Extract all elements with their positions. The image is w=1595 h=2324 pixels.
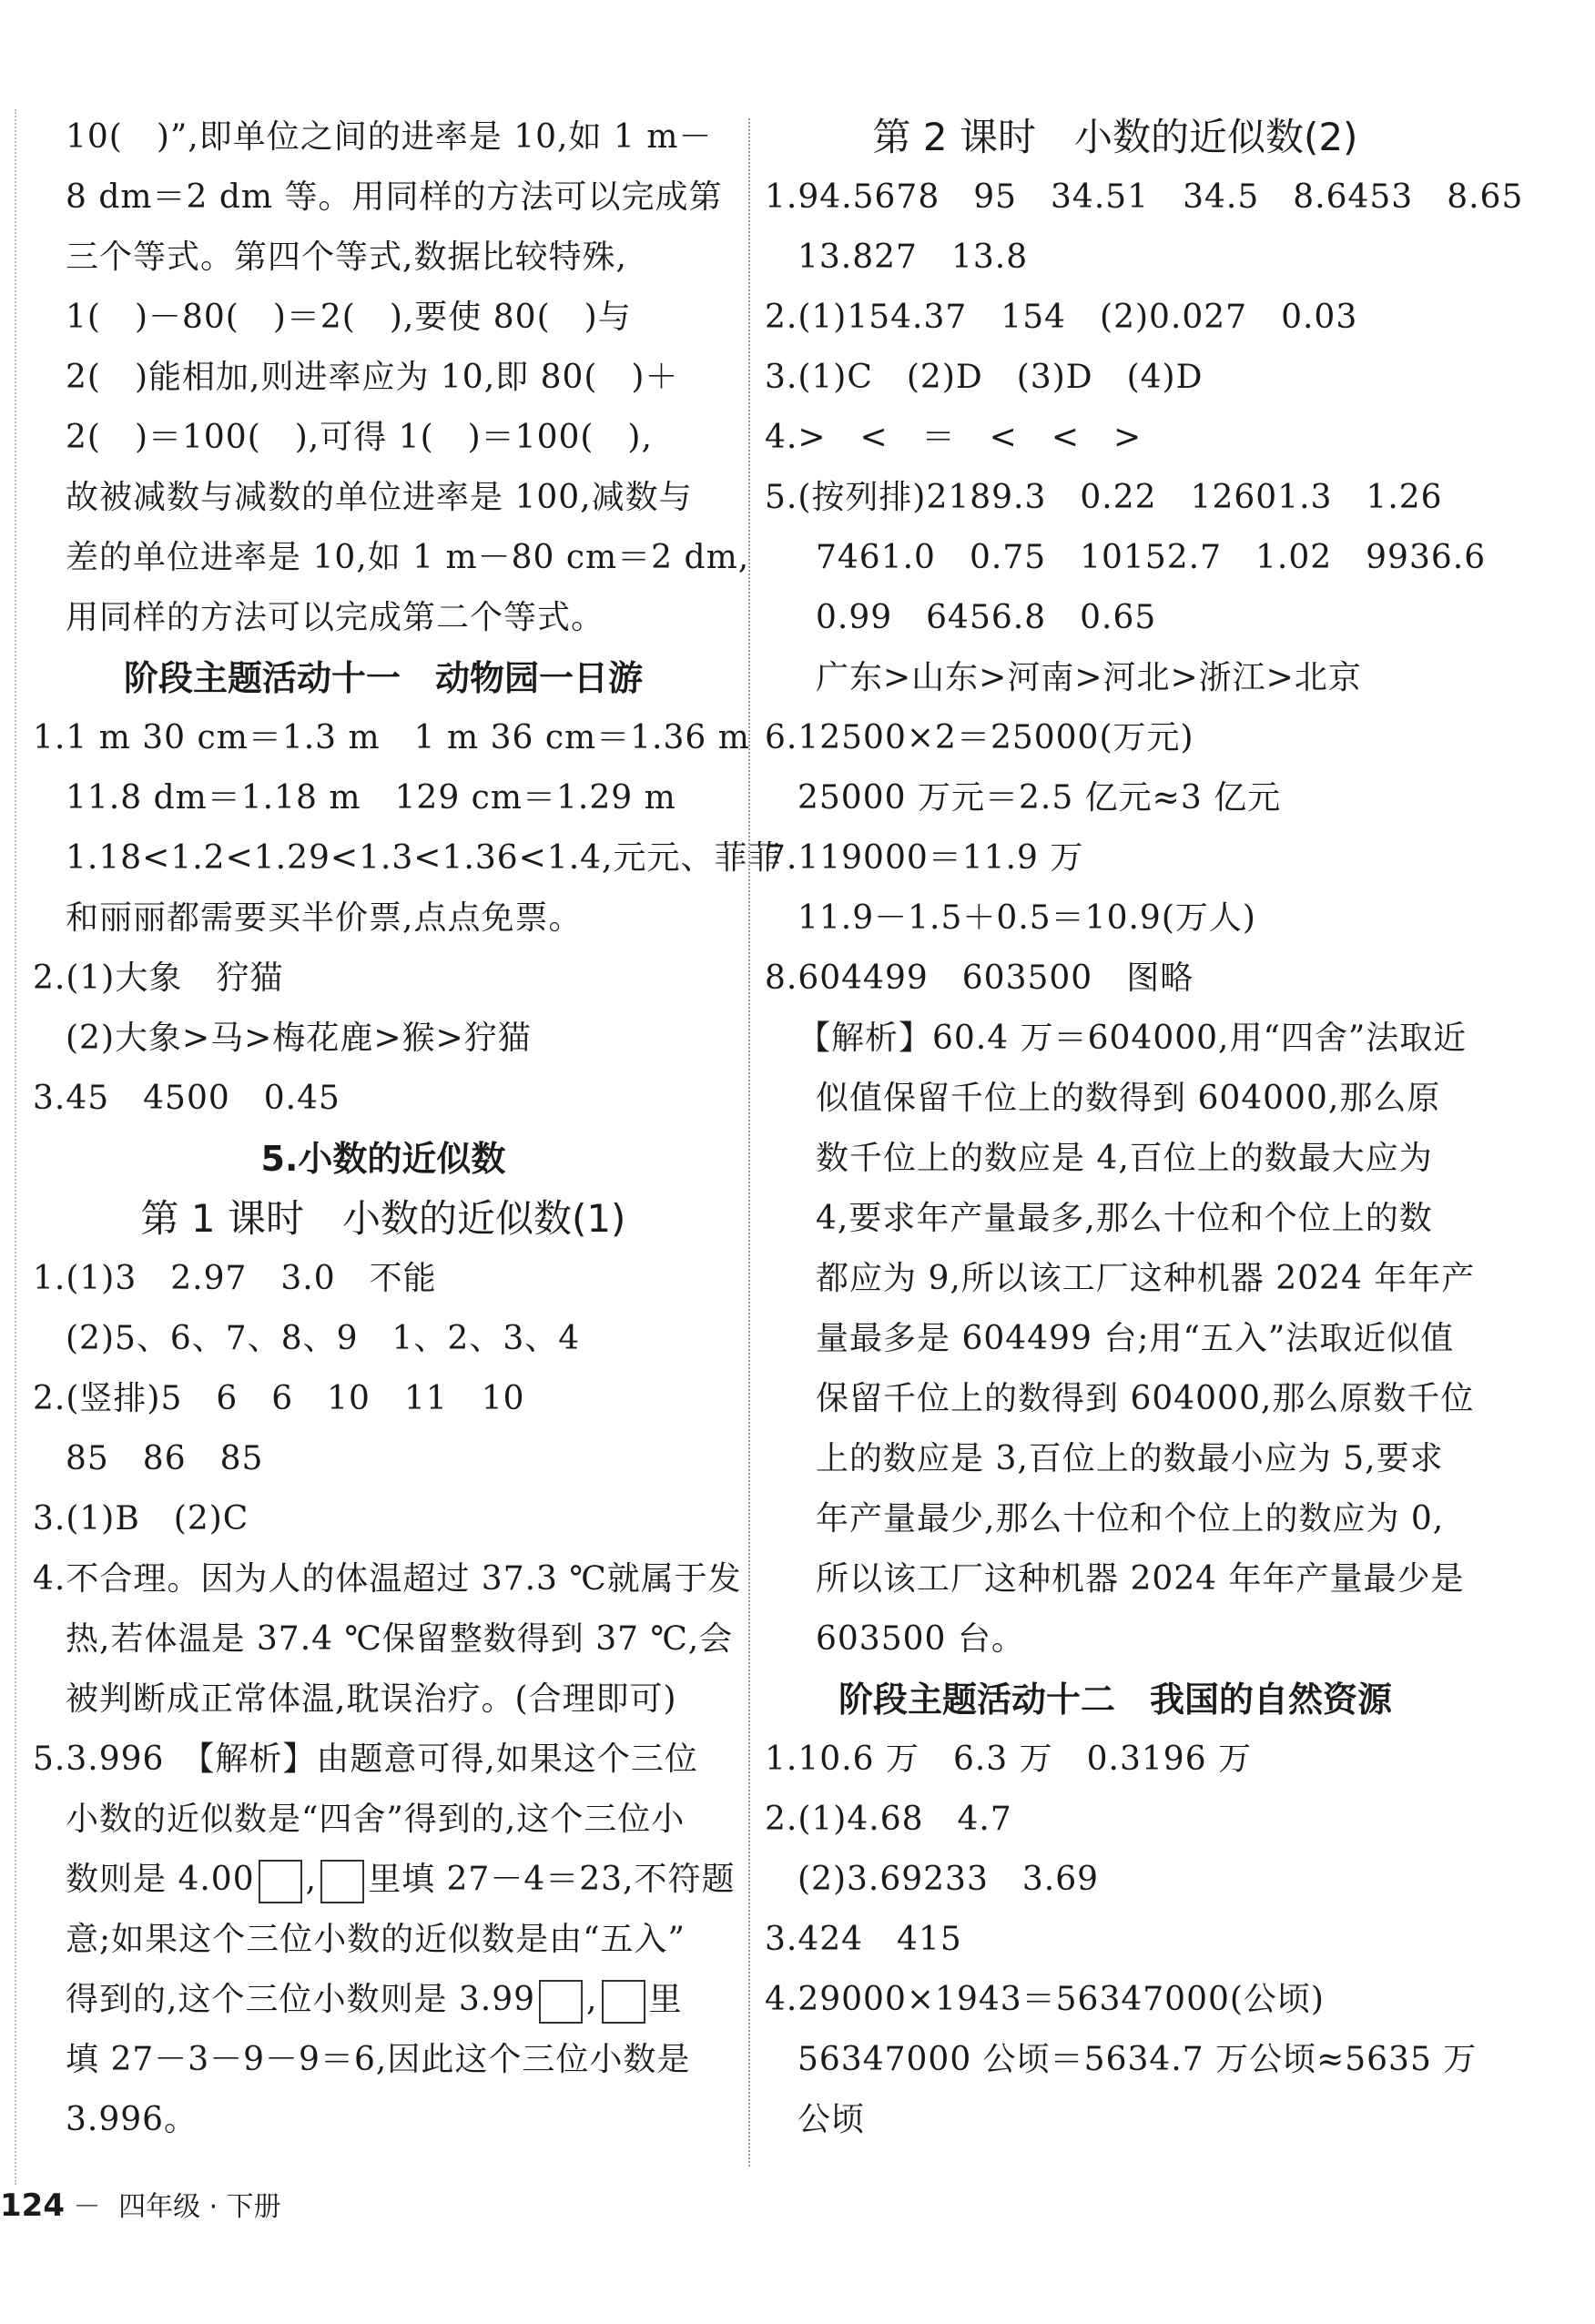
blank-box xyxy=(259,1860,302,1903)
left-margin-rule xyxy=(15,109,16,2185)
answer-line: 填 27－3－9－9＝6,因此这个三位小数是 xyxy=(66,2041,691,2078)
answer-line: 小数的近似数是“四舍”得到的,这个三位小 xyxy=(66,1801,686,1838)
answer-line: 似值保留千位上的数得到 604000,那么原 xyxy=(816,1080,1441,1117)
answer-line: 2.(1)4.68 4.7 xyxy=(765,1801,1012,1838)
answer-line: (2)5、6、7、8、9 1、2、3、4 xyxy=(66,1320,581,1357)
answer-line: 差的单位进率是 10,如 1 m－80 cm＝2 dm, xyxy=(66,539,750,576)
answer-line: 4.不合理。因为人的体温超过 37.3 ℃就属于发 xyxy=(33,1560,742,1598)
page-number: 124 xyxy=(0,2187,65,2224)
answer-text: 得到的,这个三位小数则是 3.99 xyxy=(66,1981,536,2018)
answer-line: 603500 台。 xyxy=(816,1620,1025,1658)
section-heading: 5.小数的近似数 xyxy=(260,1139,506,1179)
section-heading: 阶段主题活动十一 动物园一日游 xyxy=(123,658,643,698)
answer-line: 8 dm＝2 dm 等。用同样的方法可以完成第 xyxy=(66,178,723,216)
answer-line: 7.119000＝11.9 万 xyxy=(765,839,1084,877)
answer-line: 被判断成正常体温,耽误治疗。(合理即可) xyxy=(66,1680,677,1718)
answer-line: 意;如果这个三位小数的近似数是由“五入” xyxy=(66,1921,686,1958)
answer-line: (2)大象>马>梅花鹿>猴>狞猫 xyxy=(66,1020,532,1057)
answer-line: 2.(1)154.37 154 (2)0.027 0.03 xyxy=(765,299,1358,336)
answer-line: 热,若体温是 37.4 ℃保留整数得到 37 ℃,会 xyxy=(66,1620,734,1658)
answer-line: 56347000 公顷＝5634.7 万公顷≈5635 万 xyxy=(798,2041,1478,2078)
answer-line: (2)3.69233 3.69 xyxy=(798,1861,1100,1898)
answer-line: 1.(1)3 2.97 3.0 不能 xyxy=(33,1260,437,1297)
answer-line: 1.94.5678 95 34.51 34.5 8.6453 8.65 xyxy=(765,178,1524,216)
answer-line: 8.604499 603500 图略 xyxy=(765,959,1194,997)
answer-line: 年产量最少,那么十位和个位上的数应为 0, xyxy=(816,1500,1445,1537)
answer-line-with-boxes xyxy=(33,1850,734,1910)
answer-line: 3.(1)C (2)D (3)D (4)D xyxy=(765,359,1204,396)
answer-line: 上的数应是 3,百位上的数最小应为 5,要求 xyxy=(816,1440,1444,1477)
answer-text: 里填 27－4＝23,不符题 xyxy=(368,1861,736,1898)
answer-line: 2.(竖排)5 6 6 10 11 10 xyxy=(33,1380,525,1417)
answer-line: 6.12500×2＝25000(万元) xyxy=(765,719,1194,756)
left-column xyxy=(33,107,782,2150)
answer-line: 所以该工厂这种机器 2024 年年产量最少是 xyxy=(816,1560,1465,1598)
blank-box xyxy=(539,1980,583,2024)
answer-line: 故被减数与减数的单位进率是 100,减数与 xyxy=(66,479,693,516)
answer-line: 公顷 xyxy=(798,2101,866,2138)
answer-text: , xyxy=(305,1861,318,1898)
answer-text: 里 xyxy=(648,1981,683,2018)
answer-line: 4.> < ＝ < < > xyxy=(765,419,1143,456)
answer-line: 都应为 9,所以该工厂这种机器 2024 年年产 xyxy=(816,1260,1476,1297)
blank-box xyxy=(602,1980,645,2024)
answer-line: 13.827 13.8 xyxy=(798,238,1029,276)
answer-line: 11.9－1.5＋0.5＝10.9(万人) xyxy=(798,899,1256,937)
answer-line: 1.1 m 30 cm＝1.3 m 1 m 36 cm＝1.36 m xyxy=(33,719,750,756)
answer-line: 2.(1)大象 狞猫 xyxy=(33,959,284,997)
section-heading: 第 1 课时 小数的近似数(1) xyxy=(140,1196,626,1241)
answer-line: 5.(按列排)2189.3 0.22 12601.3 1.26 xyxy=(765,479,1443,516)
answer-line: 5.3.996 【解析】由题意可得,如果这个三位 xyxy=(33,1740,698,1778)
answer-line: 保留千位上的数得到 604000,那么原数千位 xyxy=(816,1380,1475,1417)
blank-box xyxy=(320,1860,364,1903)
grade-label: 四年级 · 下册 xyxy=(118,2191,281,2223)
answer-line: 11.8 dm＝1.18 m 129 cm＝1.29 m xyxy=(66,779,676,817)
answer-line: 3.45 4500 0.45 xyxy=(33,1080,340,1117)
answer-line: 4,要求年产量最多,那么十位和个位上的数 xyxy=(816,1200,1433,1237)
answer-line: 25000 万元＝2.5 亿元≈3 亿元 xyxy=(798,779,1282,817)
answer-line: 和丽丽都需要买半价票,点点免票。 xyxy=(66,899,583,937)
answer-text: 数则是 4.00 xyxy=(66,1861,255,1898)
answer-line: 量最多是 604499 台;用“五入”法取近似值 xyxy=(816,1320,1455,1357)
answer-line: 4.29000×1943＝56347000(公顷) xyxy=(765,1981,1325,2018)
section-heading: 阶段主题活动十二 我国的自然资源 xyxy=(838,1680,1392,1720)
right-column xyxy=(765,107,1524,2150)
answer-line-with-boxes xyxy=(33,1970,734,2030)
answer-line: 【解析】60.4 万＝604000,用“四舍”法取近 xyxy=(798,1020,1468,1057)
page-footer xyxy=(0,2183,281,2230)
column-divider xyxy=(748,118,750,2167)
answer-line: 7461.0 0.75 10152.7 1.02 9936.6 xyxy=(816,539,1487,576)
answer-line: 用同样的方法可以完成第二个等式。 xyxy=(66,599,605,636)
answer-line: 三个等式。第四个等式,数据比较特殊, xyxy=(66,238,627,276)
answer-line: 数千位上的数应是 4,百位上的数最大应为 xyxy=(816,1140,1433,1177)
answer-line: 3.996。 xyxy=(66,2101,198,2138)
answer-line: 2( )＝100( ),可得 1( )＝100( ), xyxy=(66,419,653,456)
answer-line: 2( )能相加,则进率应为 10,即 80( )＋ xyxy=(66,359,679,396)
answer-line: 1( )－80( )＝2( ),要使 80( )与 xyxy=(66,299,632,336)
answer-line: 0.99 6456.8 0.65 xyxy=(816,599,1157,636)
answer-line: 3.424 415 xyxy=(765,1921,962,1958)
answer-line: 1.18<1.2<1.29<1.3<1.36<1.4,元元、菲菲 xyxy=(66,839,782,877)
answer-line: 85 86 85 xyxy=(66,1440,264,1477)
answer-line: 广东>山东>河南>河北>浙江>北京 xyxy=(816,659,1362,696)
answer-line: 3.(1)B (2)C xyxy=(33,1500,249,1537)
answer-line: 1.10.6 万 6.3 万 0.3196 万 xyxy=(765,1740,1253,1778)
answer-text: , xyxy=(586,1981,598,2018)
answer-line: 10( )”,即单位之间的进率是 10,如 1 m－ xyxy=(66,118,713,156)
section-heading: 第 2 课时 小数的近似数(2) xyxy=(872,115,1358,159)
footer-dash: － xyxy=(73,2191,101,2223)
